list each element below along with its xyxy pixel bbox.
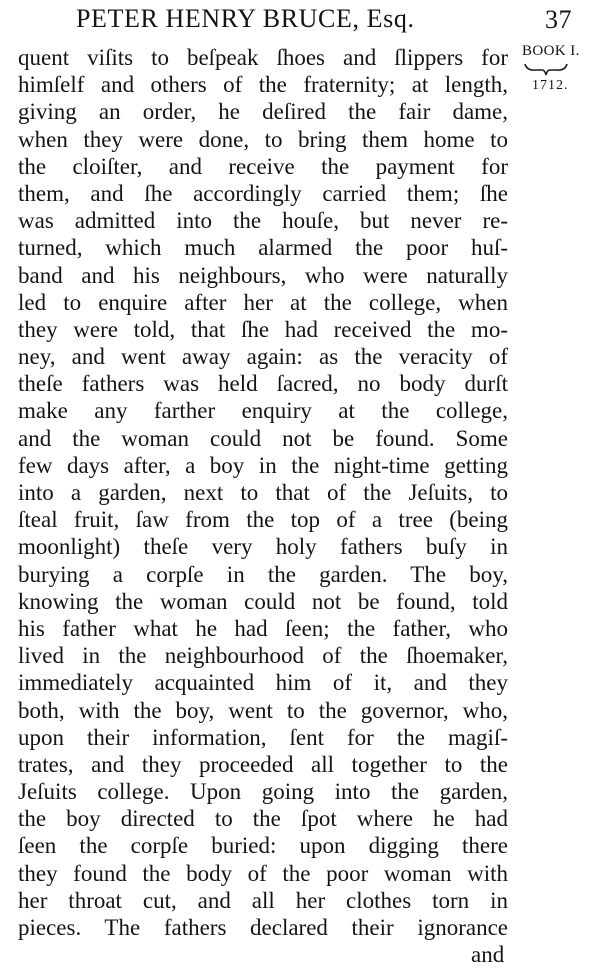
text-line: pieces. The fathers declared their ignorance <box>18 915 508 940</box>
margin-note <box>518 43 590 94</box>
text-line: few days after, a boy in the night-time getting <box>18 452 508 478</box>
margin-book-label: BOOK I. <box>522 43 580 59</box>
text-line: when they were done, to bring them home to <box>18 126 508 152</box>
text-line: burying a corpſe in the garden. The boy, <box>18 561 508 587</box>
text-line: trates, and they proceeded all together to the <box>18 751 508 777</box>
text-line: theſe fathers was held ſacred, no body durſt <box>18 371 508 397</box>
text-line: they found the body of the poor woman with <box>18 860 508 886</box>
page-number: 37 <box>545 5 572 34</box>
running-head: PETER HENRY BRUCE, Esq. <box>76 4 415 33</box>
brace-icon <box>524 62 568 76</box>
text-line: quent viſits to beſpeak ſhoes and ſlippers for <box>18 45 508 70</box>
body-text <box>18 44 508 941</box>
margin-year: 1712. <box>532 78 569 93</box>
catchword: and <box>471 942 505 967</box>
text-line: the boy directed to the ſpot where he had <box>18 806 508 832</box>
text-line: ſeen the corpſe buried: upon digging there <box>18 833 508 859</box>
text-line: Jeſuits college. Upon going into the garden, <box>18 779 508 805</box>
text-line: led to enquire after her at the college, when <box>18 289 508 315</box>
text-line: band and his neighbours, who were naturally <box>18 262 508 288</box>
text-line: his father what he had ſeen; the father, who <box>18 615 508 641</box>
text-line: lived in the neighbourhood of the ſhoemaker, <box>18 643 508 669</box>
text-line: himſelf and others of the fraternity; at length, <box>18 72 508 98</box>
text-line: make any farther enquiry at the college, <box>18 398 508 424</box>
text-line: both, with the boy, went to the governor, who, <box>18 697 508 723</box>
text-line: her throat cut, and all her clothes torn in <box>18 887 508 913</box>
text-line: ney, and went away again: as the veracity of <box>18 344 508 370</box>
text-line: they were told, that ſhe had received the mo- <box>18 316 508 342</box>
text-line: knowing the woman could not be found, told <box>18 588 508 614</box>
text-line: giving an order, he deſired the fair dame, <box>18 99 508 125</box>
text-line: moonlight) theſe very holy fathers buſy in <box>18 534 508 560</box>
text-line: ſteal fruit, ſaw from the top of a tree (being <box>18 507 508 533</box>
text-line: into a garden, next to that of the Jeſuits, to <box>18 480 508 505</box>
text-line: was admitted into the houſe, but never re- <box>18 208 508 234</box>
text-line: the cloiſter, and receive the payment for <box>18 153 508 179</box>
text-line: upon their information, ſent for the magiſ- <box>18 724 508 750</box>
text-line: turned, which much alarmed the poor huſ- <box>18 235 508 261</box>
text-line: them, and ſhe accordingly carried them; ſhe <box>18 180 508 206</box>
text-line: and the woman could not be found. Some <box>18 425 508 451</box>
text-line: immediately acquainted him of it, and they <box>18 670 508 696</box>
